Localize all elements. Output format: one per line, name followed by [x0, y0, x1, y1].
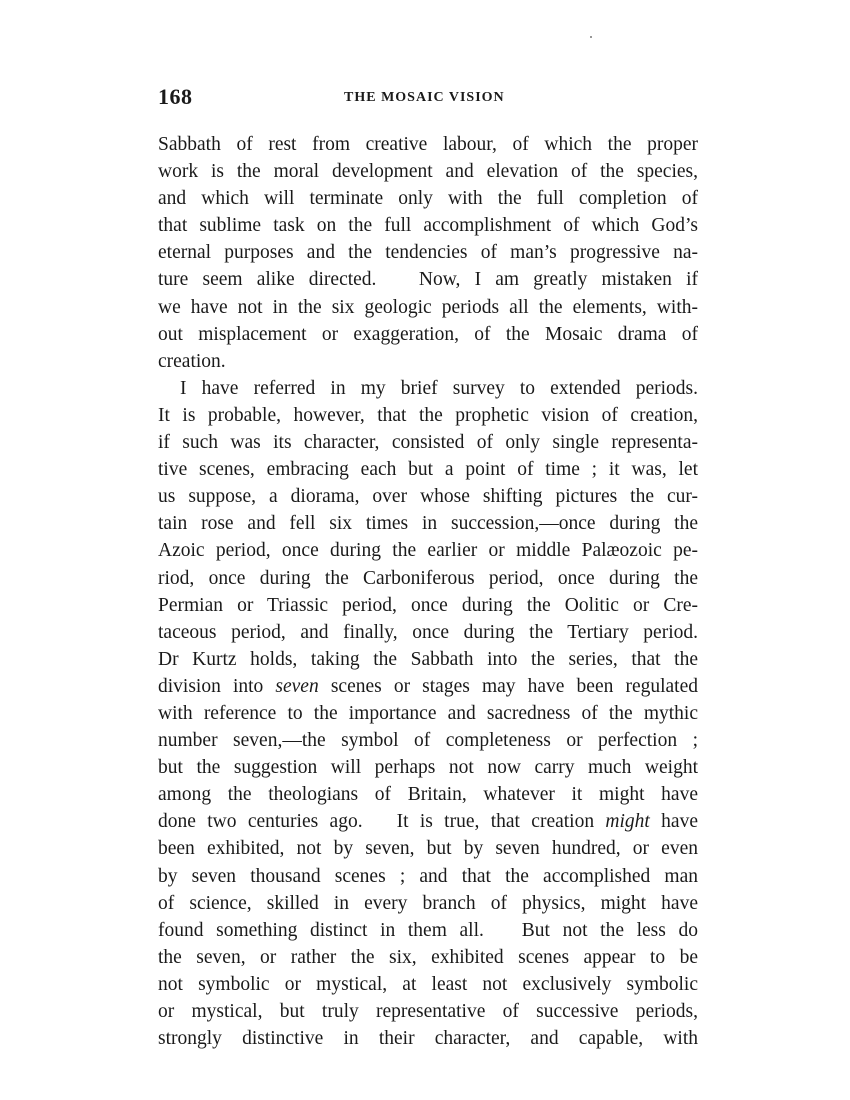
text-line: eternal purposes and the tendencies of man’s progressive na- [158, 242, 698, 264]
paper-speck [590, 36, 592, 38]
text-line: or mystical, but truly representative of successive periods, [158, 1001, 698, 1022]
text-line: Sabbath of rest from creative labour, of which the proper [158, 134, 698, 155]
body-text [158, 131, 698, 1052]
text-line: division into seven scenes or stages may have been regulated [158, 675, 698, 697]
text-line: creation. [158, 350, 226, 372]
page-number: 168 [158, 84, 193, 109]
text-line: been exhibited, not by seven, but by seven hundred, or even [158, 838, 698, 860]
text-line: strongly distinctive in their character, and capable, with [158, 1028, 698, 1050]
text-line: by seven thousand scenes ; and that the accomplished man [158, 865, 698, 887]
text-line: and which will terminate only with the full completion of [158, 188, 698, 210]
text-line: It is probable, however, that the prophetic vision of creation, [158, 404, 698, 426]
text-line: Dr Kurtz holds, taking the Sabbath into the series, that the [158, 648, 698, 670]
page-header [158, 84, 698, 114]
text-line: Azoic period, once during the earlier or middle Palæozoic pe- [158, 540, 698, 562]
text-line: the seven, or rather the six, exhibited scenes appear to be [158, 946, 698, 968]
text-line: tain rose and fell six times in succession,—once during the [158, 513, 698, 535]
text-line: that sublime task on the full accomplishment of which God’s [158, 215, 698, 237]
text-line: riod, once during the Carboniferous period, once during the [158, 567, 698, 589]
text-line: number seven,—the symbol of completeness or perfection ; [158, 730, 698, 752]
running-head: THE MOSAIC VISION [344, 90, 505, 105]
text-line: I have referred in my brief survey to extended periods. [180, 377, 698, 399]
text-line: done two centuries ago. It is true, that creation might have [158, 811, 698, 833]
text-line: but the suggestion will perhaps not now carry much weight [158, 757, 698, 779]
text-line: we have not in the six geologic periods all the elements, with- [158, 296, 698, 318]
text-line: found something distinct in them all. But not the less do [158, 919, 698, 941]
text-line: Permian or Triassic period, once during the Oolitic or Cre- [158, 594, 698, 616]
text-line: with reference to the importance and sacredness of the mythic [158, 702, 698, 724]
text-line: not symbolic or mystical, at least not exclusively symbolic [158, 973, 698, 995]
text-line: of science, skilled in every branch of physics, might have [158, 892, 698, 914]
text-line: if such was its character, consisted of only single representa- [158, 432, 698, 454]
text-line: work is the moral development and elevation of the species, [158, 161, 698, 183]
text-line: ture seem alike directed. Now, I am greatly mistaken if [158, 269, 698, 291]
text-line: tive scenes, embracing each but a point of time ; it was, let [158, 459, 698, 481]
text-line: us suppose, a diorama, over whose shifting pictures the cur- [158, 486, 698, 508]
text-line: out misplacement or exaggeration, of the Mosaic drama of [158, 323, 698, 345]
text-line: among the theologians of Britain, whatever it might have [158, 784, 698, 806]
text-line: taceous period, and finally, once during the Tertiary period. [158, 621, 698, 643]
